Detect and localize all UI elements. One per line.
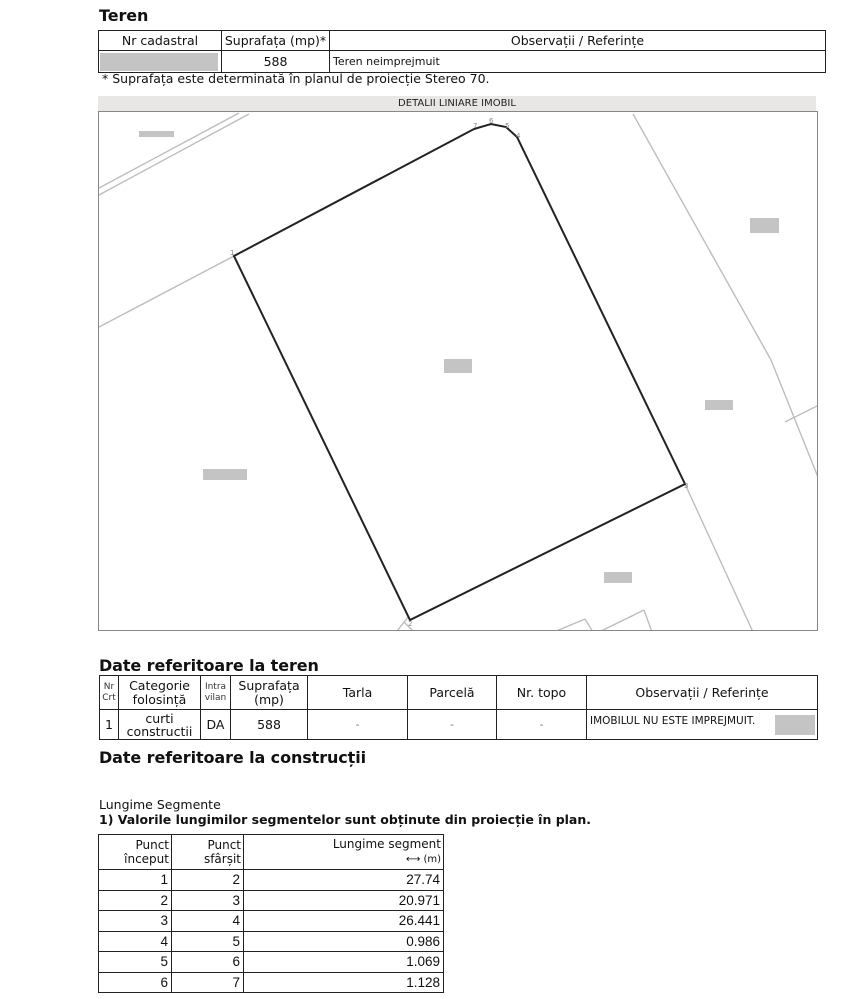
svg-text:7: 7 xyxy=(473,122,478,130)
observatii-cell xyxy=(587,710,818,740)
table-row xyxy=(99,931,444,952)
segments-table xyxy=(98,834,444,993)
header-start-point: Punct început xyxy=(99,835,172,870)
parcela-cell: - xyxy=(408,710,497,740)
header-nr-cadastral: Nr cadastral xyxy=(99,31,222,51)
tarla-cell: - xyxy=(308,710,408,740)
redacted-value xyxy=(775,715,815,735)
end-cell: 5 xyxy=(172,931,244,952)
end-cell: 6 xyxy=(172,952,244,973)
nr-cadastral-cell xyxy=(99,51,222,73)
header-categorie: Categorie folosință xyxy=(119,676,201,710)
nr-topo-cell: - xyxy=(497,710,587,740)
header-nr-crt: Nr Crt xyxy=(100,676,119,710)
header-suprafata: Suprafața (mp)* xyxy=(222,31,330,51)
length-cell: 1.069 xyxy=(244,952,444,973)
svg-text:1: 1 xyxy=(230,249,235,257)
table-row xyxy=(99,952,444,973)
length-cell: 27.74 xyxy=(244,870,444,891)
svg-text:4: 4 xyxy=(516,132,521,140)
start-cell: 3 xyxy=(99,911,172,932)
length-cell: 26.441 xyxy=(244,911,444,932)
suprafata-cell: 588 xyxy=(231,710,308,740)
header-end-point: Punct sfârșit xyxy=(172,835,244,870)
observatii-cell: Teren neimprejmuit xyxy=(330,51,826,73)
svg-text:5: 5 xyxy=(505,122,510,130)
header-intravilan: Intra vilan xyxy=(201,676,231,710)
start-cell: 6 xyxy=(99,972,172,993)
segments-title: Lungime Segmente xyxy=(99,797,221,812)
start-cell: 1 xyxy=(99,870,172,891)
intravilan-cell: DA xyxy=(201,710,231,740)
length-cell: 20.971 xyxy=(244,890,444,911)
table-row xyxy=(99,911,444,932)
segments-note: 1) Valorile lungimilor segmentelor sunt obținute din proiecție în plan. xyxy=(99,812,592,827)
length-cell: 1.128 xyxy=(244,972,444,993)
length-cell: 0.986 xyxy=(244,931,444,952)
svg-text:2: 2 xyxy=(408,620,413,628)
redacted-value xyxy=(100,53,218,71)
footnote: * Suprafața este determinată în planul de proiecție Stereo 70. xyxy=(102,71,490,86)
header-observatii: Observații / Referințe xyxy=(330,31,826,51)
end-cell: 7 xyxy=(172,972,244,993)
land-table xyxy=(99,675,818,740)
section-title-constructions: Date referitoare la construcții xyxy=(99,748,367,767)
length-unit: (m) xyxy=(423,854,441,865)
svg-text:3: 3 xyxy=(684,482,689,490)
table-row xyxy=(99,972,444,993)
start-cell: 5 xyxy=(99,952,172,973)
svg-text:6: 6 xyxy=(489,117,494,125)
table-row xyxy=(99,870,444,891)
start-cell: 4 xyxy=(99,931,172,952)
table-row xyxy=(99,890,444,911)
end-cell: 4 xyxy=(172,911,244,932)
parcel-drawing xyxy=(99,112,818,631)
nr-crt-cell: 1 xyxy=(100,710,119,740)
map-header: DETALII LINIARE IMOBIL xyxy=(98,96,816,111)
table-row xyxy=(99,51,826,73)
observatii-text: IMOBILUL NU ESTE IMPREJMUIT. xyxy=(590,714,756,727)
header-observatii: Observații / Referințe xyxy=(587,676,818,710)
header-nr-topo: Nr. topo xyxy=(497,676,587,710)
end-cell: 2 xyxy=(172,870,244,891)
teren-table xyxy=(98,30,826,73)
parcel-map xyxy=(98,111,818,631)
section-title-teren: Teren xyxy=(99,6,149,25)
categorie-cell: curti constructii xyxy=(119,710,201,740)
header-suprafata: Suprafața (mp) xyxy=(231,676,308,710)
section-title-land: Date referitoare la teren xyxy=(99,656,319,675)
arrow-icon: ⟷ xyxy=(405,854,424,865)
end-cell: 3 xyxy=(172,890,244,911)
header-length xyxy=(244,835,444,870)
header-parcela: Parcelă xyxy=(408,676,497,710)
length-label: Lungime segment xyxy=(332,837,441,851)
suprafata-cell: 588 xyxy=(222,51,330,73)
table-row xyxy=(100,710,818,740)
header-tarla: Tarla xyxy=(308,676,408,710)
start-cell: 2 xyxy=(99,890,172,911)
